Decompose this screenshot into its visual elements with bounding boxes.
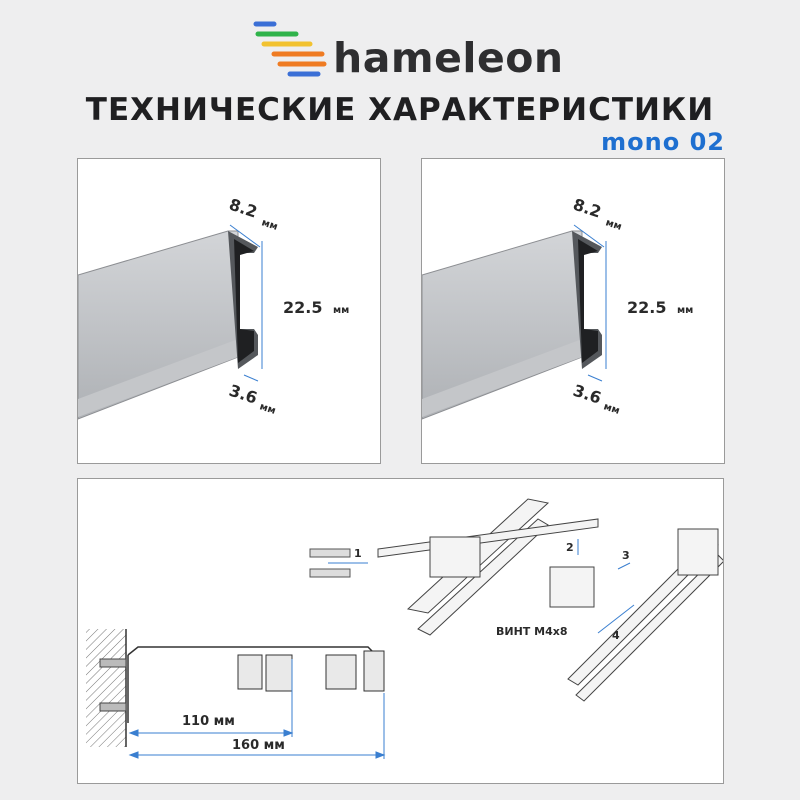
- profile-1-width-top: 8.2: [226, 194, 260, 222]
- profile-1-height: 22.5: [283, 298, 323, 317]
- brand-name: hameleon: [333, 34, 564, 82]
- profile-1-width-bottom: 3.6: [226, 380, 260, 408]
- rail-profile-icon: [238, 651, 384, 691]
- dim-inner: 110 мм: [182, 714, 235, 729]
- logo-stripes-icon: [256, 24, 324, 74]
- screw-label: ВИНТ M4x8: [496, 625, 568, 638]
- step-1: 1: [354, 547, 362, 560]
- profile-1-height-unit: мм: [333, 305, 350, 316]
- wall-hatch: [86, 629, 126, 747]
- profile-2-width-bottom: 3.6: [570, 380, 604, 408]
- profile-2-height-unit: мм: [677, 305, 694, 316]
- profile-1-width-bottom-unit: мм: [258, 401, 278, 417]
- dim-outer: 160 мм: [232, 738, 285, 753]
- mounting-isometric-drawing: [378, 499, 724, 701]
- profile-2-width-bottom-unit: мм: [602, 401, 622, 417]
- installation-drawing: [78, 479, 724, 784]
- profile-panel-1: [77, 158, 381, 464]
- profile-panel-2: [421, 158, 725, 464]
- page-title: ТЕХНИЧЕСКИЕ ХАРАКТЕРИСТИКИ: [85, 92, 715, 128]
- step-2: 2: [566, 541, 574, 554]
- profile-drawing-1: [78, 159, 381, 464]
- profile-drawing-2: [422, 159, 725, 464]
- profile-2-height: 22.5: [627, 298, 667, 317]
- installation-panel: [77, 478, 724, 784]
- profile-1-width-top-unit: мм: [260, 217, 280, 233]
- profile-2-width-top: 8.2: [570, 194, 604, 222]
- step-4: 4: [612, 629, 620, 642]
- model-subtitle: mono 02: [601, 128, 725, 156]
- step-3: 3: [622, 549, 630, 562]
- profile-2-width-top-unit: мм: [604, 217, 624, 233]
